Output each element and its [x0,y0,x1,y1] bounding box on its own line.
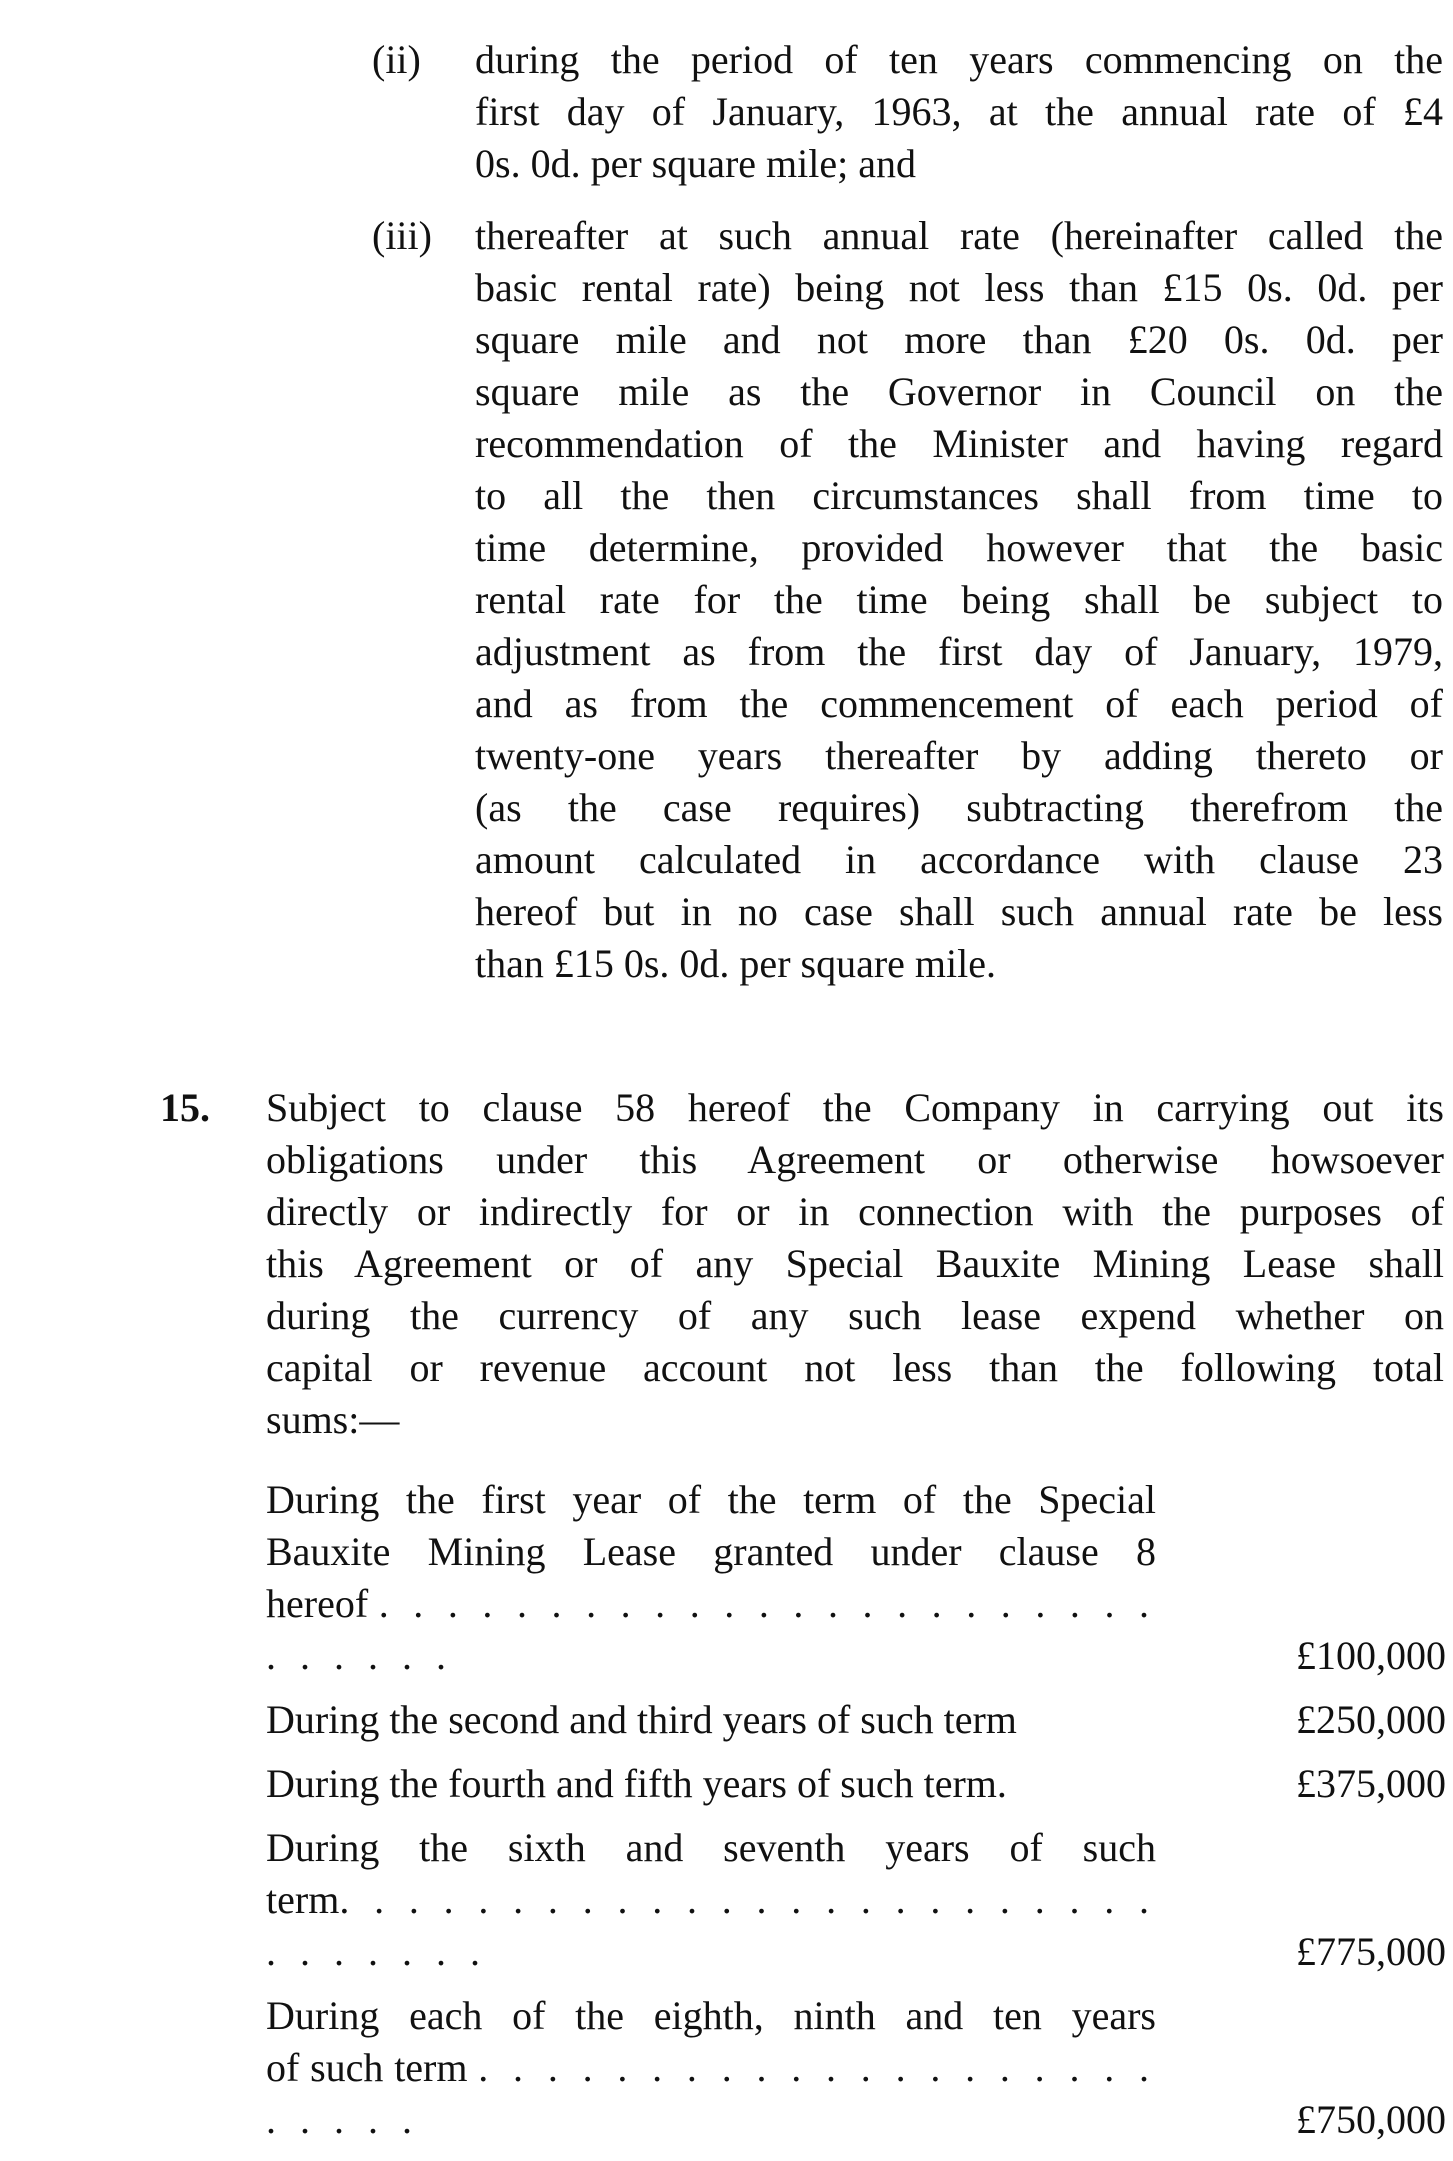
schedule-amount: £775,000 [1296,1929,1446,1974]
schedule-row [266,1694,1446,1746]
text-line [266,1874,1156,1978]
text-line: Bauxite Mining Lease granted under clause 8 [266,1529,1156,1574]
text-line: during the period of ten years commencing on the [475,37,1443,82]
text-line [266,2042,1156,2146]
text-line: during the currency of any such lease expend whether on [266,1293,1444,1338]
text-line: obligations under this Agreement or otherwise howsoever [266,1137,1444,1182]
text-line: time determine, provided however that the basic [475,525,1443,570]
schedule-description [266,1694,1156,1746]
text-line: square mile as the Governor in Council on the [475,369,1443,414]
text-line: directly or indirectly for or in connection with the purposes of [266,1189,1444,1234]
text-line: Subject to clause 58 hereof the Company in carrying out its [266,1085,1444,1130]
text-line: capital or revenue account not less than the following total [266,1345,1444,1390]
clause-number: 15. [160,1085,210,1130]
text-line: recommendation of the Minister and having regard [475,421,1443,466]
expenditure-schedule [266,1474,1446,2146]
leader-dots: . . . . . . . . . . . . . . . . . . . . . . . . . . . . . [266,1581,1157,1678]
schedule-description [266,1822,1156,1978]
text-line: than £15 0s. 0d. per square mile. [475,941,996,986]
schedule-description [266,1474,1156,1682]
schedule-row [266,1822,1446,1978]
schedule-amount: £100,000 [1296,1633,1446,1678]
schedule-amount: £250,000 [1296,1697,1446,1742]
sub-item-label: (iii) [372,213,432,258]
sub-item-text [475,34,1443,190]
text-line: (as the case requires) subtracting therefrom the [475,785,1443,830]
schedule-row [266,1758,1446,1810]
text-line: amount calculated in accordance with clause 23 [475,837,1443,882]
leader-dots: . . . . . . . . . . . . . . . . . . . . . . . . . [266,2045,1157,2142]
text-line: to all the then circumstances shall from time to [475,473,1443,518]
schedule-description [266,1758,1156,1810]
text-line [266,1578,1156,1682]
text-fragment: term [266,1877,340,1922]
text-line: first day of January, 1963, at the annual rate of £4 [475,89,1443,134]
text-line: square mile and not more than £20 0s. 0d. per [475,317,1443,362]
schedule-amount: £375,000 [1296,1761,1446,1806]
schedule-amount: £750,000 [1296,2097,1446,2142]
text-line: During the first year of the term of the Special [266,1477,1156,1522]
schedule-row [266,1990,1446,2146]
sub-item-text [475,210,1443,990]
text-line: basic rental rate) being not less than £15 0s. 0d. per [475,265,1443,310]
text-line: 0s. 0d. per square mile; and [475,141,916,186]
text-line: rental rate for the time being shall be subject to [475,577,1443,622]
sub-item-label: (ii) [372,37,421,82]
text-fragment: During the fourth and fifth years of such term [266,1761,997,1806]
text-line: During the sixth and seventh years of such [266,1825,1156,1870]
text-line: During each of the eighth, ninth and ten years [266,1993,1156,2038]
leader-dots: . . . . . . . . . . . . . . . . . . . . . . . . . . . . . . . [266,1877,1156,1974]
text-line: hereof but in no case shall such annual rate be less [475,889,1443,934]
text-line: adjustment as from the first day of January, 1979, [475,629,1443,674]
text-line: this Agreement or of any Special Bauxite Mining Lease shall [266,1241,1444,1286]
schedule-description [266,1990,1156,2146]
text-fragment: of such term [266,2045,468,2090]
clause-text [266,1082,1444,1446]
leader-dots: . [996,1761,1007,1806]
text-line [266,1758,1156,1810]
text-line: twenty-one years thereafter by adding thereto or [475,733,1443,778]
schedule-row [266,1474,1446,1682]
text-line: thereafter at such annual rate (hereinafter called the [475,213,1443,258]
text-line: During the second and third years of such term [266,1697,1017,1742]
text-line: and as from the commencement of each period of [475,681,1443,726]
text-fragment: hereof [266,1581,369,1626]
text-line: sums:— [266,1397,400,1442]
